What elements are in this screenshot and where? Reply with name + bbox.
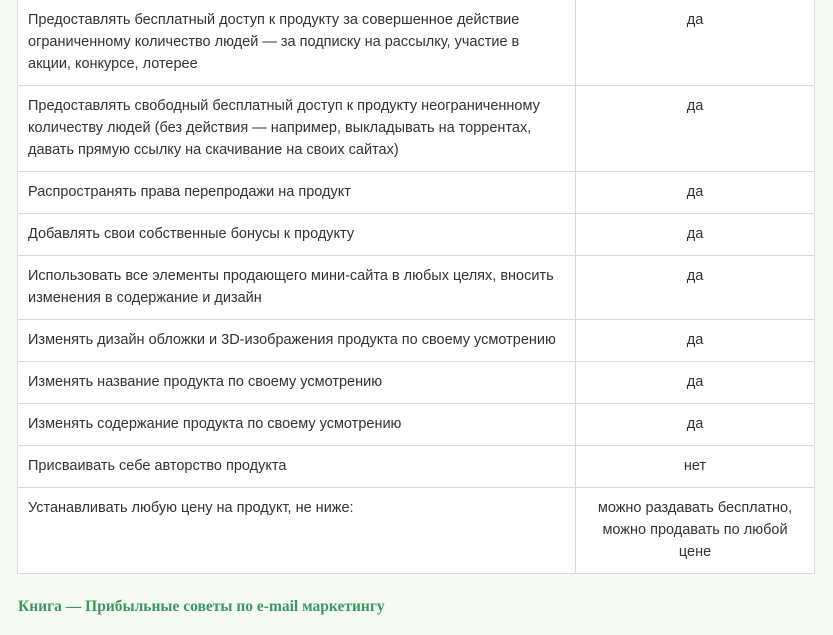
right-cell: Предоставлять бесплатный доступ к продукту за совершенное действие ограниченному количество людей — за подписку на рассылку, участие в акции, конкурсе, лотерее [18,0,576,86]
table-row [18,0,815,86]
right-cell: Изменять дизайн обложки и 3D-изображения продукта по своему усмотрению [18,320,576,362]
table-row [18,362,815,404]
table-row [18,214,815,256]
right-cell: Добавлять свои собственные бонусы к продукту [18,214,576,256]
value-cell: можно раздавать бесплатно, можно продавать по любой цене [576,488,815,574]
right-cell: Изменять содержание продукта по своему усмотрению [18,404,576,446]
right-cell: Присваивать себе авторство продукта [18,446,576,488]
table-row [18,488,815,574]
value-cell: да [576,320,815,362]
right-cell: Предоставлять свободный бесплатный доступ к продукту неограниченному количеству людей (без действия — например, выкладывать на торрентах, давать прямую ссылку на скачивание на своих сайтах) [18,86,576,172]
right-cell: Распространять права перепродажи на продукт [18,172,576,214]
table-row [18,446,815,488]
value-cell: нет [576,446,815,488]
rights-table [17,0,815,574]
table-row [18,86,815,172]
value-cell: да [576,362,815,404]
value-cell: да [576,256,815,320]
value-cell: да [576,172,815,214]
table-row [18,404,815,446]
right-cell: Устанавливать любую цену на продукт, не ниже: [18,488,576,574]
table-row [18,320,815,362]
value-cell: да [576,86,815,172]
value-cell: да [576,404,815,446]
value-cell: да [576,0,815,86]
table-row [18,172,815,214]
value-cell: да [576,214,815,256]
right-cell: Изменять название продукта по своему усмотрению [18,362,576,404]
book-link[interactable]: Книга — Прибыльные советы по e-mail маркетингу [18,598,385,615]
table-row [18,256,815,320]
right-cell: Использовать все элементы продающего мини-сайта в любых целях, вносить изменения в содержание и дизайн [18,256,576,320]
